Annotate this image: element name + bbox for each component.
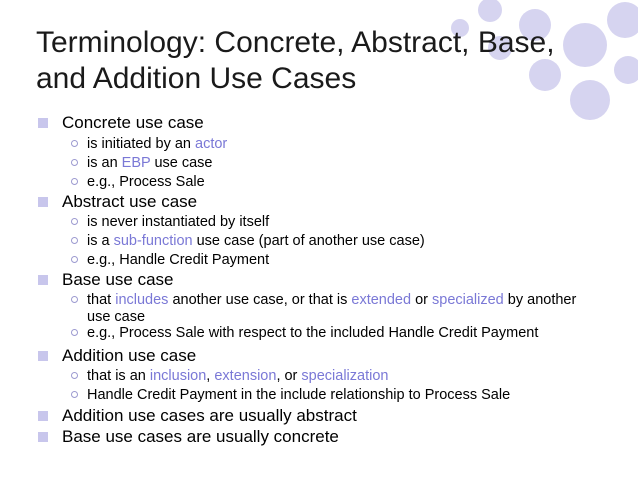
circle-bullet-icon — [71, 372, 78, 379]
sub-bullet-handle-credit-include — [71, 387, 510, 404]
title-line-1: Terminology: Concrete, Abstract, Base, — [36, 26, 555, 59]
bullet-text — [87, 233, 425, 250]
sub-bullet-example-process-sale — [71, 174, 205, 191]
bullet-text — [87, 368, 388, 385]
slide-title — [36, 25, 596, 97]
sub-bullet-example-process-sale-respect — [71, 325, 538, 342]
highlight-term: sub-function — [113, 233, 193, 249]
sub-bullet-sub-function — [71, 233, 425, 250]
circle-bullet-icon — [71, 178, 78, 185]
sub-bullet-example-handle-credit — [71, 252, 269, 269]
text-part: is an — [87, 155, 122, 171]
circle-bullet-icon — [71, 218, 78, 225]
highlight-term: includes — [115, 292, 169, 308]
text-part: , — [206, 368, 215, 384]
bullet-text: e.g., Handle Credit Payment — [87, 252, 270, 268]
highlight-term: specialization — [301, 368, 389, 384]
text-part: use case — [150, 155, 213, 171]
text-part: by another use case — [87, 292, 577, 325]
bullet-text: Addition use cases are usually abstract — [62, 406, 357, 425]
text-part: , or — [276, 368, 302, 384]
bullet-text: Concrete use case — [62, 113, 204, 132]
circle-bullet-icon — [71, 329, 78, 336]
sub-bullet-ebp-use-case — [71, 155, 213, 172]
square-bullet-icon — [38, 118, 48, 128]
sub-bullet-initiated-by-actor — [71, 136, 227, 153]
bullet-text: Base use cases are usually concrete — [62, 427, 339, 446]
square-bullet-icon — [38, 432, 48, 442]
text-part: or — [411, 292, 433, 308]
bullet-addition-abstract — [38, 406, 357, 426]
highlight-term: EBP — [121, 155, 151, 171]
circle-bullet-icon — [71, 140, 78, 147]
bullet-text: Abstract use case — [62, 192, 198, 211]
bullet-text — [87, 136, 227, 153]
bullet-abstract-use-case — [38, 192, 197, 212]
bullet-addition-use-case — [38, 346, 196, 366]
square-bullet-icon — [38, 351, 48, 361]
text-part: use case (part of another use case) — [192, 233, 425, 249]
square-bullet-icon — [38, 275, 48, 285]
bullet-text: is never instantiated by itself — [87, 214, 270, 230]
bullet-text — [87, 155, 213, 172]
bullet-text: e.g., Process Sale — [87, 174, 205, 190]
text-part: that is an — [87, 368, 150, 384]
highlight-term: extension — [214, 368, 277, 384]
sub-bullet-inclusion-extension-specialization — [71, 368, 388, 385]
bullet-base-use-case — [38, 270, 174, 290]
square-bullet-icon — [38, 197, 48, 207]
bullet-concrete-use-case — [38, 113, 204, 133]
text-part: is initiated by an — [87, 136, 196, 152]
text-part: that — [87, 292, 116, 308]
circle-bullet-icon — [71, 391, 78, 398]
highlight-term: specialized — [432, 292, 504, 308]
highlight-term: inclusion — [149, 368, 207, 384]
sub-bullet-never-instantiated — [71, 214, 269, 231]
circle-bullet-icon — [71, 159, 78, 166]
sub-bullet-includes-extended-specialized — [71, 292, 597, 326]
bullet-base-concrete — [38, 427, 339, 447]
text-part: another use case, or that is — [168, 292, 352, 308]
highlight-term: extended — [351, 292, 412, 308]
bullet-text: Addition use case — [62, 346, 197, 365]
title-line-2: and Addition Use Cases — [36, 62, 357, 95]
text-part: is a — [87, 233, 114, 249]
square-bullet-icon — [38, 411, 48, 421]
circle-bullet-icon — [71, 237, 78, 244]
bullet-text — [87, 292, 597, 326]
highlight-term: actor — [195, 136, 228, 152]
circle-bullet-icon — [71, 256, 78, 263]
circle-bullet-icon — [71, 296, 78, 303]
bullet-text: e.g., Process Sale with respect to the included Handle Credit Payment — [87, 325, 539, 341]
bullet-text: Handle Credit Payment in the include relationship to Process Sale — [87, 387, 511, 403]
bullet-text: Base use case — [62, 270, 174, 289]
